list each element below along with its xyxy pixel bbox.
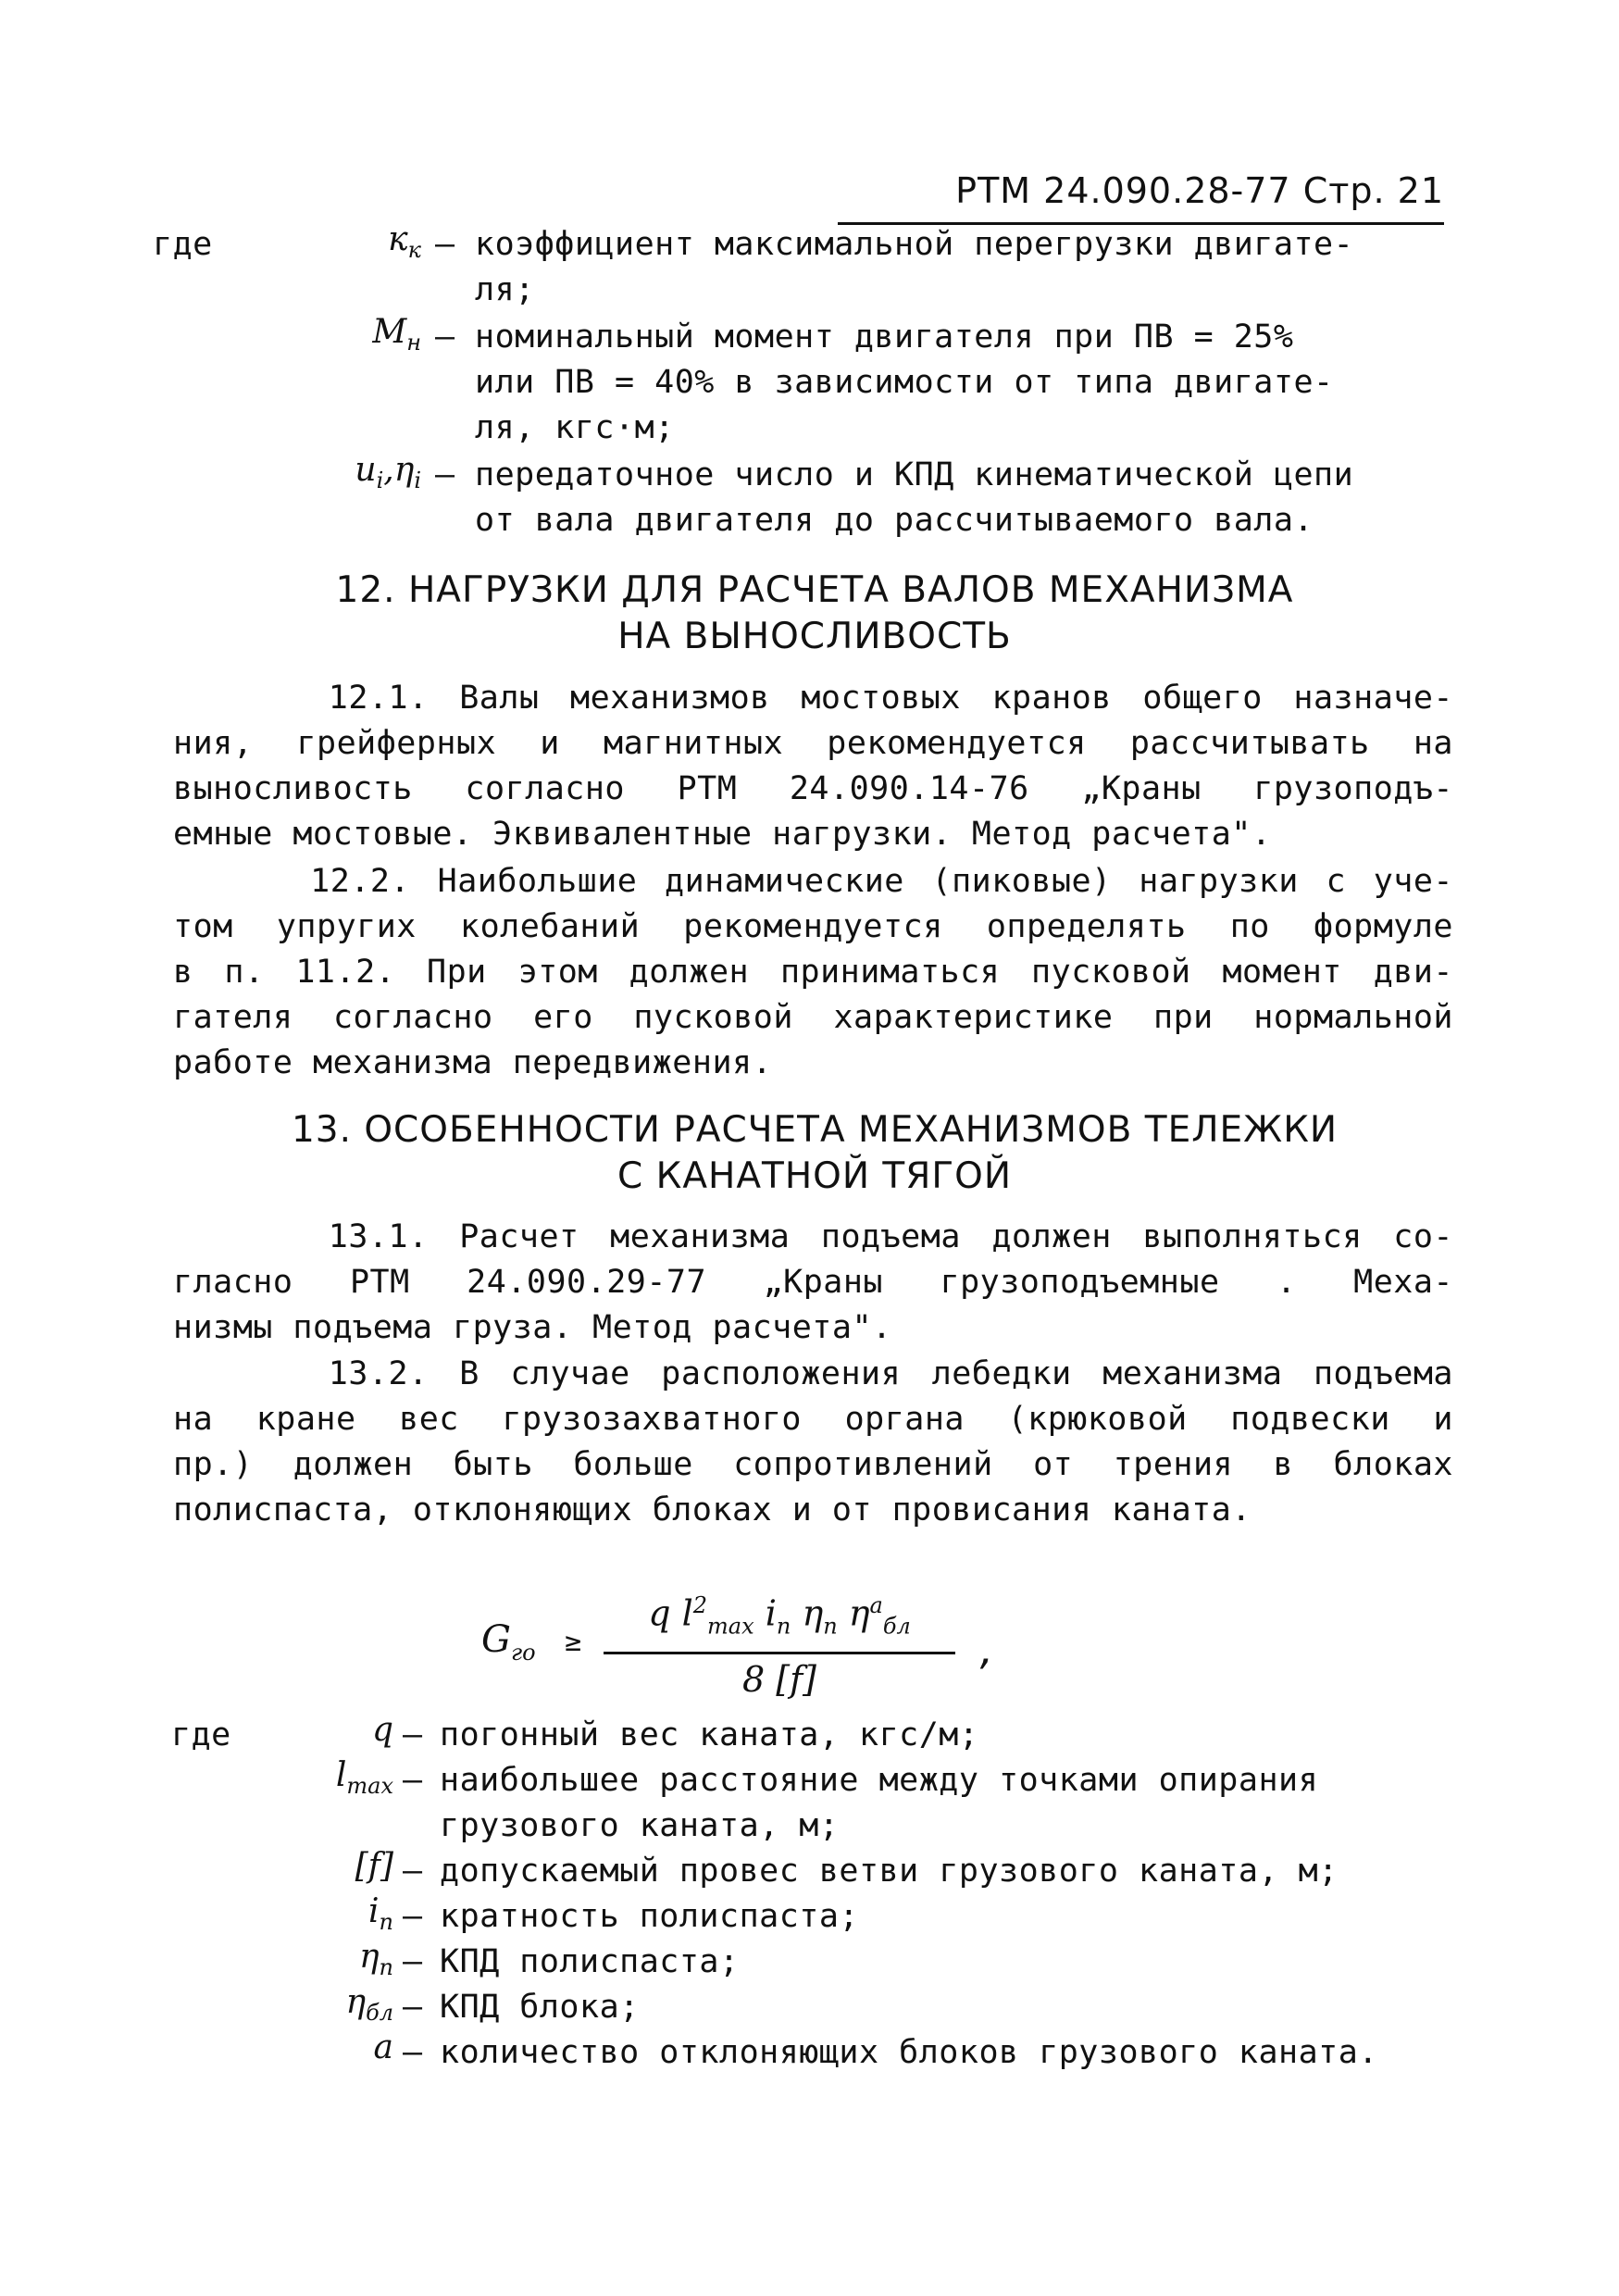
definition-dash: –: [435, 226, 455, 263]
definition-text: передаточное число и КПД кинематической цепи: [475, 456, 1354, 493]
page-header: РТМ 24.090.28-77 Стр. 21: [838, 167, 1444, 225]
paragraph-line: 13.2. В случае расположения лебедки механизма подъема: [173, 1355, 1453, 1392]
definition-dash: –: [435, 456, 455, 493]
section-12-title-line-1: 12. НАГРУЗКИ ДЛЯ РАСЧЕТА ВАЛОВ МЕХАНИЗМА: [335, 569, 1294, 611]
formula-denominator: 8 [f]: [742, 1659, 816, 1700]
definition-text: погонный вес каната, кгс/м;: [440, 1716, 979, 1753]
definition-symbol: $u_i,\eta_i$: [355, 451, 421, 494]
definition-symbol: [f]: [355, 1847, 393, 1885]
paragraph-line: пр.) должен быть больше сопротивлений от трения в блоках: [173, 1446, 1453, 1483]
paragraph-12-1: [173, 676, 1453, 857]
definition-text: ля;: [475, 271, 535, 308]
definition-text: количество отклоняющих блоков грузового каната.: [440, 2034, 1378, 2071]
definition-dash: –: [403, 1898, 423, 1935]
paragraph-line: емные мостовые. Эквивалентные нагрузки. Метод расчета".: [173, 816, 1272, 853]
paragraph-line: на кране вес грузозахватного органа (крюковой подвески и: [173, 1401, 1453, 1438]
paragraph-line: работе механизма передвижения.: [173, 1044, 773, 1081]
definition-text: ля, кгс·м;: [475, 409, 675, 446]
where-label: где: [171, 1716, 231, 1753]
section-13-title-line-2: С КАНАТНОЙ ТЯГОЙ: [617, 1155, 1012, 1197]
paragraph-line: 12.2. Наибольшие динамические (пиковые) нагрузки с уче-: [173, 863, 1453, 900]
paragraph-13-2: [173, 1352, 1453, 1533]
definition-symbol: $i_п$: [368, 1892, 393, 1936]
definition-dash: –: [403, 1853, 423, 1890]
definition-dash: –: [403, 2034, 423, 2071]
formula-lhs: $G_{го}$: [481, 1618, 536, 1666]
paragraph-line: 13.1. Расчет механизма подъема должен выполняться со-: [173, 1218, 1453, 1255]
definition-dash: –: [403, 1943, 423, 1980]
definition-text: допускаемый провес ветви грузового каната, м;: [440, 1853, 1339, 1890]
formula-comma: ,: [977, 1631, 998, 1672]
paragraph-line: гателя согласно его пусковой характеристике при нормальной: [173, 999, 1453, 1036]
paragraph-12-2: [173, 859, 1453, 1086]
definition-text: КПД блока;: [440, 1989, 640, 2026]
paragraph-line: 12.1. Валы механизмов мостовых кранов общего назначе-: [173, 680, 1453, 717]
definition-dash: –: [403, 1762, 423, 1799]
paragraph-line: выносливость согласно РТМ 24.090.14-76 „Краны грузоподъ-: [173, 770, 1453, 807]
paragraph-line: гласно РТМ 24.090.29-77 „Краны грузоподъемные . Меха-: [173, 1264, 1453, 1301]
fraction-bar: [604, 1652, 955, 1654]
formula-relation: ≥: [565, 1626, 582, 1658]
definition-symbol: $\eta_{бл}$: [345, 1983, 393, 2027]
definition-symbol: q: [371, 1711, 393, 1749]
definition-text: номинальный момент двигателя при ПВ = 25%: [475, 318, 1294, 356]
definition-text: от вала двигателя до рассчитываемого вала.: [475, 502, 1314, 539]
definition-text: коэффициент максимальной перегрузки двигате-: [475, 226, 1354, 263]
definition-dash: –: [435, 318, 455, 356]
definition-dash: –: [403, 1989, 423, 2026]
paragraph-line: полиспаста, отклоняющих блоках и от провисания каната.: [173, 1491, 1252, 1529]
definition-text: или ПВ = 40% в зависимости от типа двигате-: [475, 364, 1334, 401]
definition-symbol: $\eta_п$: [358, 1938, 393, 1981]
definition-text: грузового каната, м;: [440, 1807, 840, 1844]
definition-text: наибольшее расстояние между точками опирания: [440, 1762, 1319, 1799]
section-12-title-line-2: НА ВЫНОСЛИВОСТЬ: [617, 616, 1012, 657]
definition-symbol: $l_{max}$: [335, 1756, 393, 1800]
definition-symbol: a: [373, 2028, 393, 2066]
definition-text: кратность полиспаста;: [440, 1898, 860, 1935]
paragraph-line: в п. 11.2. При этом должен приниматься пусковой момент дви-: [173, 954, 1453, 991]
definition-symbol: $к_к$: [388, 220, 421, 264]
section-13-title-line-1: 13. ОСОБЕННОСТИ РАСЧЕТА МЕХАНИЗМОВ ТЕЛЕЖКИ: [291, 1109, 1339, 1151]
paragraph-13-1: [173, 1215, 1453, 1351]
paragraph-line: том упругих колебаний рекомендуется определять по формуле: [173, 908, 1453, 945]
where-label: где: [153, 226, 213, 263]
formula-gro: [481, 1592, 1000, 1731]
formula-numerator: q $l^2_{max}$ $i_п$ $\eta_п$ $\eta^a_{бл}$: [648, 1592, 911, 1640]
definition-dash: –: [403, 1716, 423, 1753]
paragraph-line: ния, грейферных и магнитных рекомендуется рассчитывать на: [173, 725, 1453, 762]
definition-symbol: $М_н$: [372, 313, 421, 356]
paragraph-line: низмы подъема груза. Метод расчета".: [173, 1309, 892, 1346]
definition-text: КПД полиспаста;: [440, 1943, 740, 1980]
